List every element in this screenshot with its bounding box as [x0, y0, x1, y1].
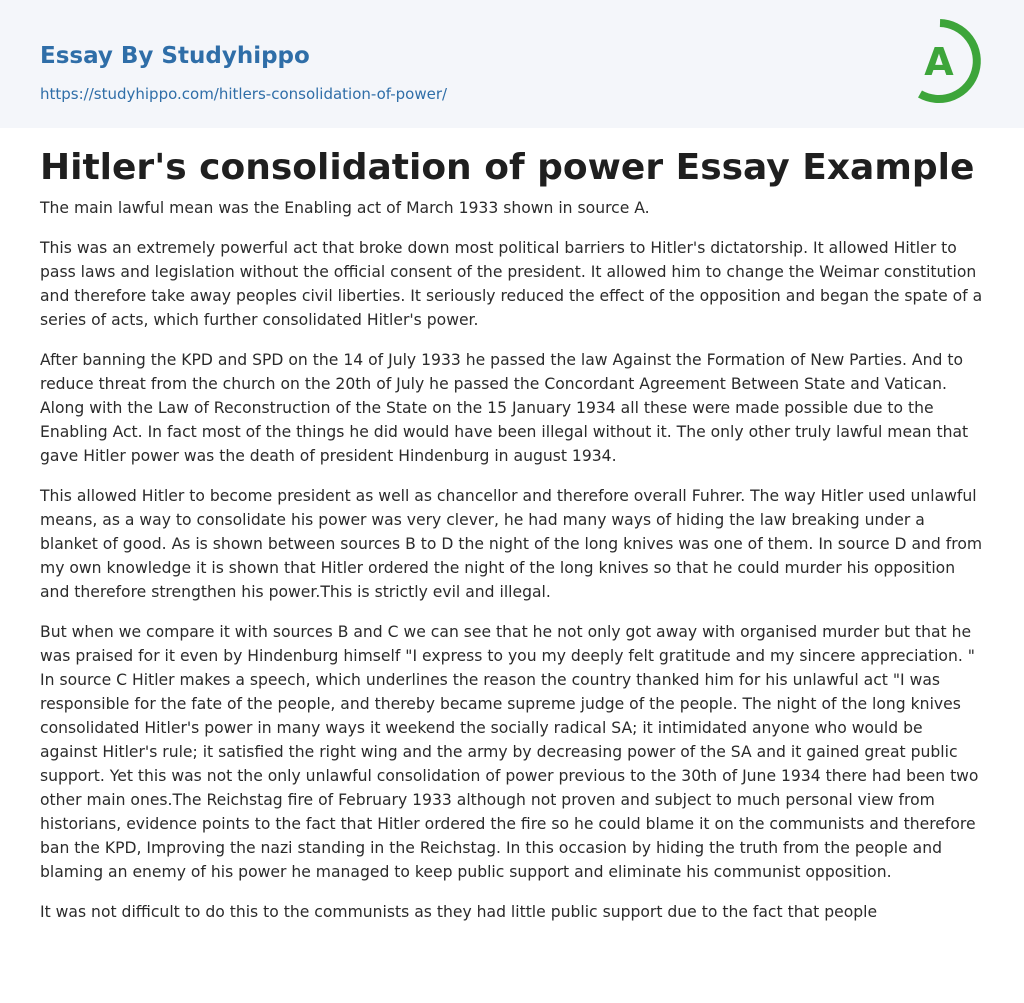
article-url-link[interactable]: https://studyhippo.com/hitlers-consolidation-of-power/ [40, 85, 448, 103]
article-paragraph: This allowed Hitler to become president as well as chancellor and therefore overall Fuhrer. The way Hitler used unlawful means, as a way to consolidate his power was very clever, he had many ways of hiding the law breaking under a blanket of good. As is shown between sources B to D the night of the long knives was one of them. In source D and from my own knowledge it is shown that Hitler ordered the night of the long knives so that he could murder his opposition and therefore strengthen his power.This is strictly evil and illegal. [40, 487, 983, 601]
article-paragraph: The main lawful mean was the Enabling act of March 1933 shown in source A. [40, 199, 650, 217]
article-paragraph: It was not difficult to do this to the communists as they had little public support due to the fact that people [40, 903, 878, 921]
article-content [40, 144, 984, 940]
studyhippo-logo-icon[interactable] [910, 18, 988, 106]
article-paragraph: After banning the KPD and SPD on the 14 of July 1933 he passed the law Against the Formation of New Parties. And to reduce threat from the church on the 20th of July he passed the Concordant Agreement Between State and Vatican. Along with the Law of Reconstruction of the State on the 15 January 1934 all these were made possible due to the Enabling Act. In fact most of the things he did would have been illegal without it. The only other truly lawful mean that gave Hitler power was the death of president Hindenburg in august 1934. [40, 351, 969, 465]
logo-letter: A [924, 40, 954, 84]
site-brand[interactable]: Essay By Studyhippo [40, 43, 310, 69]
article-paragraph: But when we compare it with sources B and C we can see that he not only got away with organised murder but that he was praised for it even by Hindenburg himself "I express to you my deeply felt gratitude and my sincere appreciation. " In source C Hitler makes a speech, which underlines the reason the country thanked him for his unlawful act "I was responsible for the fate of the people, and thereby became supreme judge of the people. The night of the long knives consolidated Hitler's power in many ways it weekend the socially radical SA; it intimidated anyone who would be against Hitler's rule; it satisfied the right wing and the army by decreasing power of the SA and it gained great public support. Yet this was not the only unlawful consolidation of power previous to the 30th of June 1934 there had been two other main ones.The Reichstag fire of February 1933 although not proven and subject to much personal view from historians, evidence points to the fact that Hitler ordered the fire so he could blame it on the communists and therefore ban the KPD, Improving the nazi standing in the Reichstag. In this occasion by hiding the truth from the people and blaming an enemy of his power he managed to keep public support and eliminate his communist opposition. [40, 623, 979, 881]
article-paragraph: This was an extremely powerful act that broke down most political barriers to Hitler's dictatorship. It allowed Hitler to pass laws and legislation without the official consent of the president. It allowed him to change the Weimar constitution and therefore take away peoples civil liberties. It seriously reduced the effect of the opposition and began the spate of a series of acts, which further consolidated Hitler's power. [40, 239, 983, 329]
site-header [0, 0, 1024, 128]
article-title: Hitler's consolidation of power Essay Example [40, 147, 975, 188]
